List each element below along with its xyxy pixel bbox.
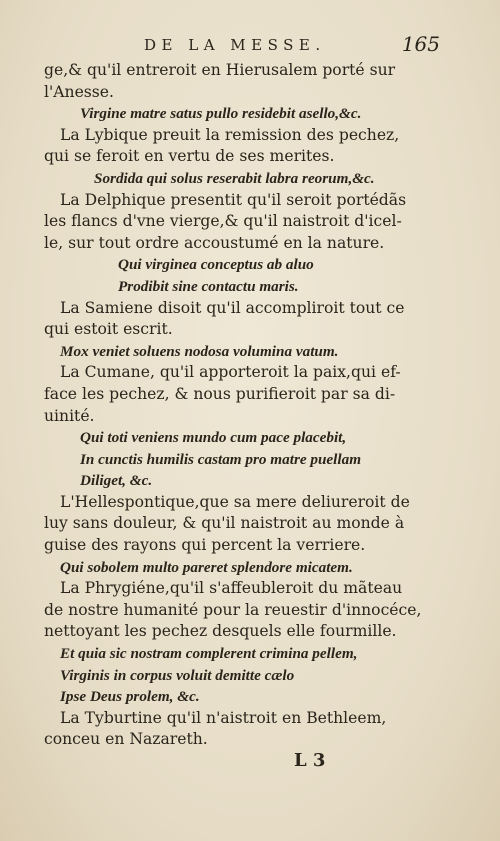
text-line: guise des rayons qui percent la verriere. — [44, 536, 366, 555]
text-line: nettoyant les pechez desquels elle fourmille. — [44, 622, 397, 641]
latin-verse-line: Qui toti veniens mundo cum pace placebit, — [80, 429, 347, 447]
latin-verse-line: Virginis in corpus voluit demitte cælo — [60, 666, 295, 684]
text-line: face les pechez, & nous purifieroit par sa di- — [44, 384, 396, 403]
text-line: l'Anesse. — [44, 82, 114, 101]
text-line: La Cumane, qu'il apporteroit la paix,qui ef- — [60, 363, 401, 382]
latin-verse-line: Virgine matre satus pullo residebit asello,&c. — [80, 105, 362, 123]
text-line: uinité. — [44, 406, 95, 425]
text-line: La Delphique presentit qu'il seroit portédãs — [60, 190, 407, 209]
text-line: conceu en Nazareth. — [44, 730, 208, 749]
text-line: de nostre humanité pour la reuestir d'innocéce, — [44, 600, 422, 619]
latin-verse-line: Ipse Deus prolem, &c. — [60, 688, 200, 706]
latin-verse-line: Qui virginea conceptus ab aluo — [118, 256, 314, 274]
page-header — [144, 32, 440, 58]
text-line: La Samiene disoit qu'il accompliroit tout ce — [60, 298, 405, 317]
latin-verse-line: Et quia sic nostram complerent crimina pellem, — [60, 645, 358, 663]
text-line: La Tyburtine qu'il n'aistroit en Bethleem, — [60, 708, 387, 727]
text-line: qui estoit escrit. — [44, 320, 173, 339]
text-line: La Phrygiéne,qu'il s'affeubleroit du mãteau — [60, 579, 403, 598]
latin-verse-line: In cunctis humilis castam pro matre puellam — [80, 450, 362, 468]
body-text — [44, 60, 444, 751]
text-line: La Lybique preuit la remission des pechez, — [60, 125, 400, 144]
text-line: L'Hellespontique,que sa mere deliureroit de — [60, 492, 410, 511]
text-line: luy sans douleur, & qu'il naistroit au monde à — [44, 514, 405, 533]
latin-verse-line: Diliget, &c. — [80, 472, 153, 490]
text-line: ge,& qu'il entreroit en Hierusalem porté sur — [44, 61, 396, 79]
text-line: le, sur tout ordre accoustumé en la nature. — [44, 233, 385, 252]
text-line: les flancs d'vne vierge,& qu'il naistroit d'icel- — [44, 212, 402, 231]
page-number: 165 — [401, 32, 440, 56]
latin-verse-line: Qui sobolem multo pareret splendore micatem. — [60, 558, 353, 576]
latin-verse-line: Sordida qui solus reserabit labra reorum,&c. — [94, 169, 375, 187]
signature-mark: L 3 — [294, 750, 326, 771]
running-head: DE LA MESSE. — [144, 36, 326, 54]
latin-verse-line: Prodibit sine contactu maris. — [118, 277, 299, 295]
text-line: qui se feroit en vertu de ses merites. — [44, 147, 335, 166]
latin-verse-line: Mox veniet soluens nodosa volumina vatum. — [60, 342, 339, 360]
